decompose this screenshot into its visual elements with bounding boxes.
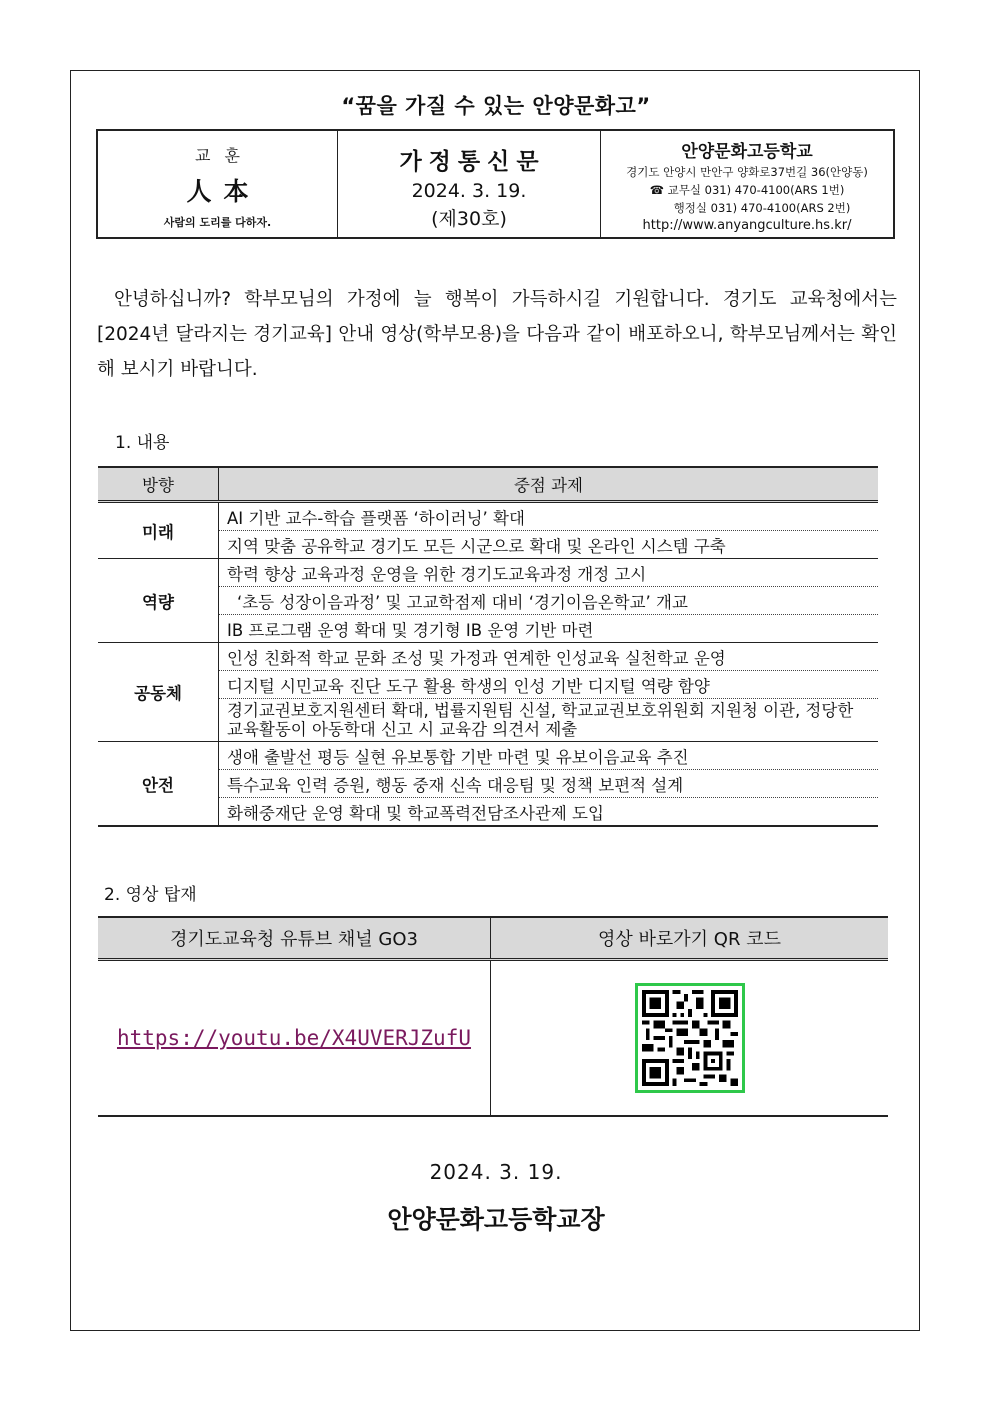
task-item: 화해중재단 운영 확대 및 학교폭력전담조사관제 도입 — [219, 798, 879, 827]
task-item: 경기교권보호지원센터 확대, 법률지원팀 신설, 학교교권보호위원회 지원청 이관, 정당한 교육활동이 아동학대 신고 시 교육감 의견서 제출 — [219, 699, 879, 742]
task-item: IB 프로그램 운영 확대 및 경기형 IB 운영 기반 마련 — [219, 615, 879, 643]
school-phone-office: ☎ 교무실 031) 470-4100(ARS 1번) — [649, 183, 845, 197]
school-info-cell — [601, 131, 893, 237]
newsletter-header — [96, 129, 895, 239]
task-item: AI 기반 교수-학습 플랫폼 ‘하이러닝’ 확대 — [219, 502, 879, 531]
task-item: 지역 맞춤 공유학교 경기도 모든 시군으로 확대 및 온라인 시스템 구축 — [219, 531, 879, 559]
header-qr-code: 영상 바로가기 QR 코드 — [491, 917, 889, 960]
school-url[interactable]: http://www.anyangculture.hs.kr/ — [642, 218, 852, 233]
school-name: 안양문화고등학교 — [681, 142, 813, 162]
newsletter-date: 2024. 3. 19. — [411, 180, 527, 202]
section-2-title: 2. 영상 탑재 — [104, 885, 197, 905]
school-address: 경기도 안양시 만안구 양화로37번길 36(안양동) — [626, 165, 868, 179]
task-item: 생애 출발선 평등 실현 유보통합 기반 마련 및 유보이음교육 추진 — [219, 742, 879, 770]
category-competence: 역량 — [98, 559, 219, 643]
header-tasks: 중점 과제 — [219, 467, 879, 502]
task-item: 인성 친화적 학교 문화 조성 및 가정과 연계한 인성교육 실천학교 운영 — [219, 643, 879, 671]
qr-code-icon[interactable] — [635, 983, 745, 1093]
category-future: 미래 — [98, 502, 219, 559]
header-youtube-channel: 경기도교육청 유튜브 채널 GO3 — [98, 917, 491, 960]
newsletter-title-cell — [338, 131, 601, 237]
category-community: 공동체 — [98, 643, 219, 742]
task-item: 디지털 시민교육 진단 도구 활용 학생의 인성 기반 디지털 역량 함양 — [219, 671, 879, 699]
link-cell — [98, 960, 491, 1117]
motto-sub: 사람의 도리를 다하자. — [163, 216, 272, 229]
task-item: 학력 향상 교육과정 운영을 위한 경기도교육과정 개정 고시 — [219, 559, 879, 587]
motto-main: 人本 — [186, 177, 261, 206]
school-slogan: “꿈을 가질 수 있는 안양문화고” — [341, 94, 651, 118]
newsletter-issue: (제30호) — [431, 208, 507, 230]
motto-label: 교훈 — [195, 146, 254, 165]
qr-code-graphic — [642, 990, 738, 1086]
intro-paragraph: 안녕하십니까? 학부모님의 가정에 늘 행복이 가득하시길 기원합니다. 경기도 교육청에서는 [2024년 달라지는 경기교육] 안내 영상(학부모용)을 다음과 같이 배포하오니, 학부모님께서는 확인해 보시기 바랍니다. — [97, 289, 897, 380]
youtube-link[interactable]: https://youtu.be/X4UVERJZufU — [116, 1026, 471, 1050]
video-table — [98, 916, 888, 1117]
category-safety: 안전 — [98, 742, 219, 827]
school-phone-admin: 행정실 031) 470-4100(ARS 2번) — [673, 201, 851, 215]
header-direction: 방향 — [98, 467, 219, 502]
tasks-table — [98, 466, 878, 827]
qr-cell — [491, 960, 889, 1117]
task-item: 특수교육 인력 증원, 행동 중재 신속 대응팀 및 정책 보편적 설계 — [219, 770, 879, 798]
section-1-title: 1. 내용 — [115, 433, 170, 453]
newsletter-title: 가정통신문 — [399, 149, 546, 175]
motto-cell — [98, 131, 338, 237]
footer-date: 2024. 3. 19. — [429, 1160, 563, 1184]
task-item: ‘초등 성장이음과정’ 및 고교학점제 대비 ‘경기이음온학교’ 개교 — [219, 587, 879, 615]
principal-signature: 안양문화고등학교장 — [387, 1205, 605, 1234]
